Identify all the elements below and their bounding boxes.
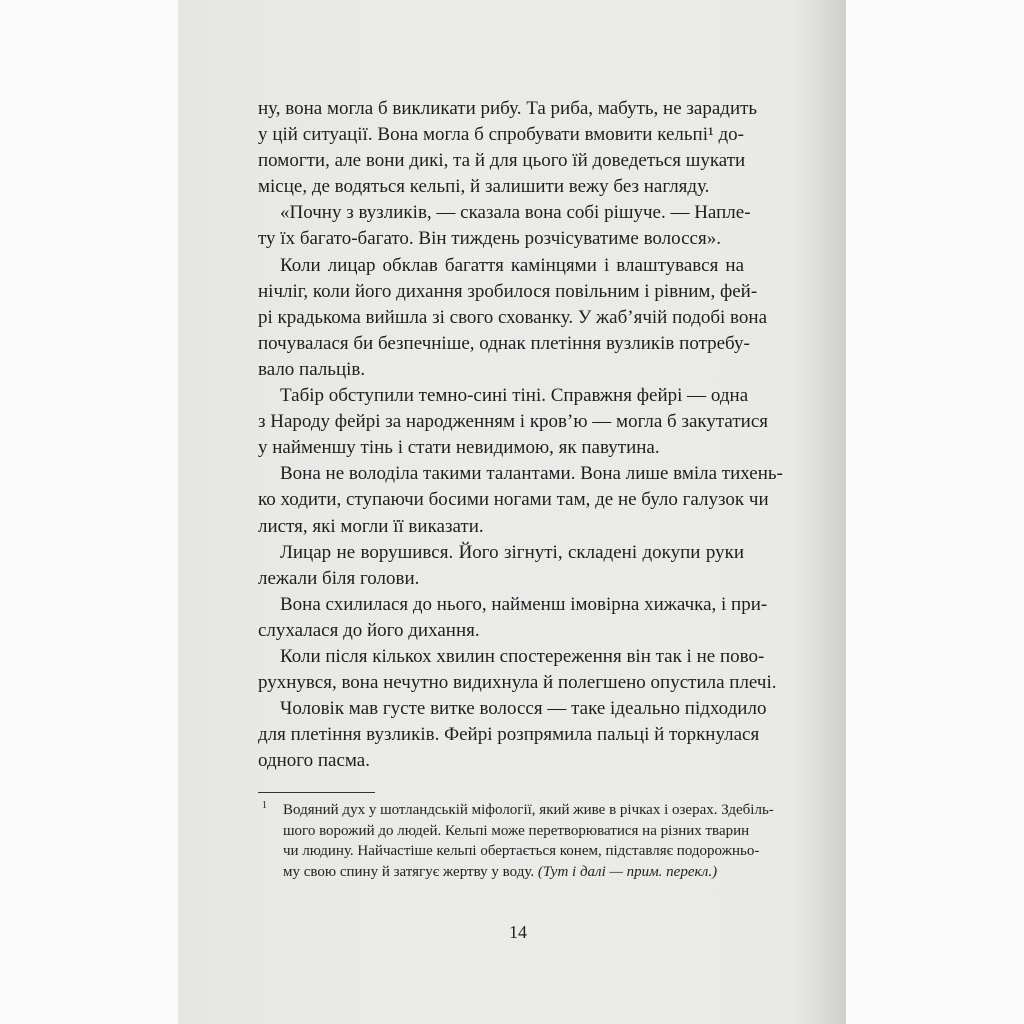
paragraph [258, 200, 751, 252]
text-line: для плетіння вузликів. Фейрі розпрямила пальці й торкнулася [258, 724, 760, 746]
text-line: почувалася би безпечніше, однак плетіння вузликів потребу- [258, 332, 750, 354]
text-line: Табір обступили темно-сині тіні. Справжня фейрі — одна [280, 385, 749, 407]
text-line: Лицар не ворушився. Його зігнуті, складені докупи руки [280, 541, 744, 563]
paragraph [258, 644, 777, 696]
page-number: 14 [509, 922, 527, 942]
text-line: рі крадькома вийшла зі свого схованку. У жаб’ячій подобі вона [258, 306, 768, 328]
text-line: у найменшу тінь і стати невидимою, як павутина. [258, 437, 660, 459]
text-line: Коли лицар обклав багаття камінцями і влаштувався на [280, 254, 744, 276]
paragraph [258, 96, 758, 200]
text-line: Вона не володіла такими талантами. Вона лише вміла тихень- [280, 463, 783, 485]
text-line: Коли після кількох хвилин спостереження він так і не пово- [280, 645, 765, 667]
translator-note: (Тут і далі — прим. перекл.) [537, 863, 718, 880]
text-line: ко ходити, ступаючи босими ногами там, де не було галузок чи [258, 489, 769, 511]
paragraph [258, 383, 768, 461]
footnote-marker: 1 [262, 800, 267, 811]
paragraph [258, 461, 783, 539]
text-line: Чоловік мав густе витке волосся — таке ідеально підходило [280, 698, 767, 720]
footnote-divider [258, 792, 375, 793]
text-line: вало пальців. [258, 358, 366, 380]
text-line: листя, які могли її виказати. [258, 515, 484, 537]
footnote-line [283, 862, 744, 883]
text-line: місце, де водяться кельпі, й залишити вежу без нагляду. [258, 176, 710, 198]
text-line: з Народу фейрі за народженням і кров’ю — могла б закутатися [258, 411, 768, 433]
text-line: рухнувся, вона нечутно видихнула й полегшено опустила плечі. [258, 672, 777, 694]
text-line: нічліг, коли його дихання зробилося повільним і рівним, фей- [258, 280, 758, 302]
footnote-line: шого ворожий до людей. Кельпі може перетворюватися на різних тварин [283, 822, 750, 839]
text-line: ту їх багато-багато. Він тиждень розчісуватиме волосся». [258, 228, 721, 250]
footnote-last-text: му свою спину й затягує жертву у воду. [283, 863, 535, 880]
text-line: «Почну з вузликів, — сказала вона собі рішуче. — Напле- [280, 202, 751, 224]
paragraph [258, 696, 767, 774]
body-text [258, 96, 783, 774]
text-line: Вона схилилася до нього, найменш імовірна хижачка, і при- [280, 593, 768, 615]
footnote-text [283, 800, 774, 882]
text-line: у цій ситуації. Вона могла б спробувати вмовити кельпі¹ до- [258, 124, 744, 146]
paragraph [258, 540, 744, 592]
text-line: одного пасма. [258, 750, 370, 772]
footnote [262, 800, 774, 882]
footnote-line: чи людину. Найчастіше кельпі обертається конем, підставляє подорожньо- [283, 843, 760, 860]
text-line: слухалася до його дихання. [258, 619, 480, 641]
paragraph [258, 253, 768, 383]
footnote-line: Водяний дух у шотландській міфології, який живе в річках і озерах. Здебіль- [283, 802, 774, 818]
paragraph [258, 592, 768, 644]
text-line: ну, вона могла б викликати рибу. Та риба, мабуть, не зарадить [258, 98, 758, 119]
text-line: лежали біля голови. [258, 567, 420, 589]
book-page [178, 0, 846, 1024]
text-line: помогти, але вони дикі, та й для цього їй доведеться шукати [258, 150, 746, 172]
